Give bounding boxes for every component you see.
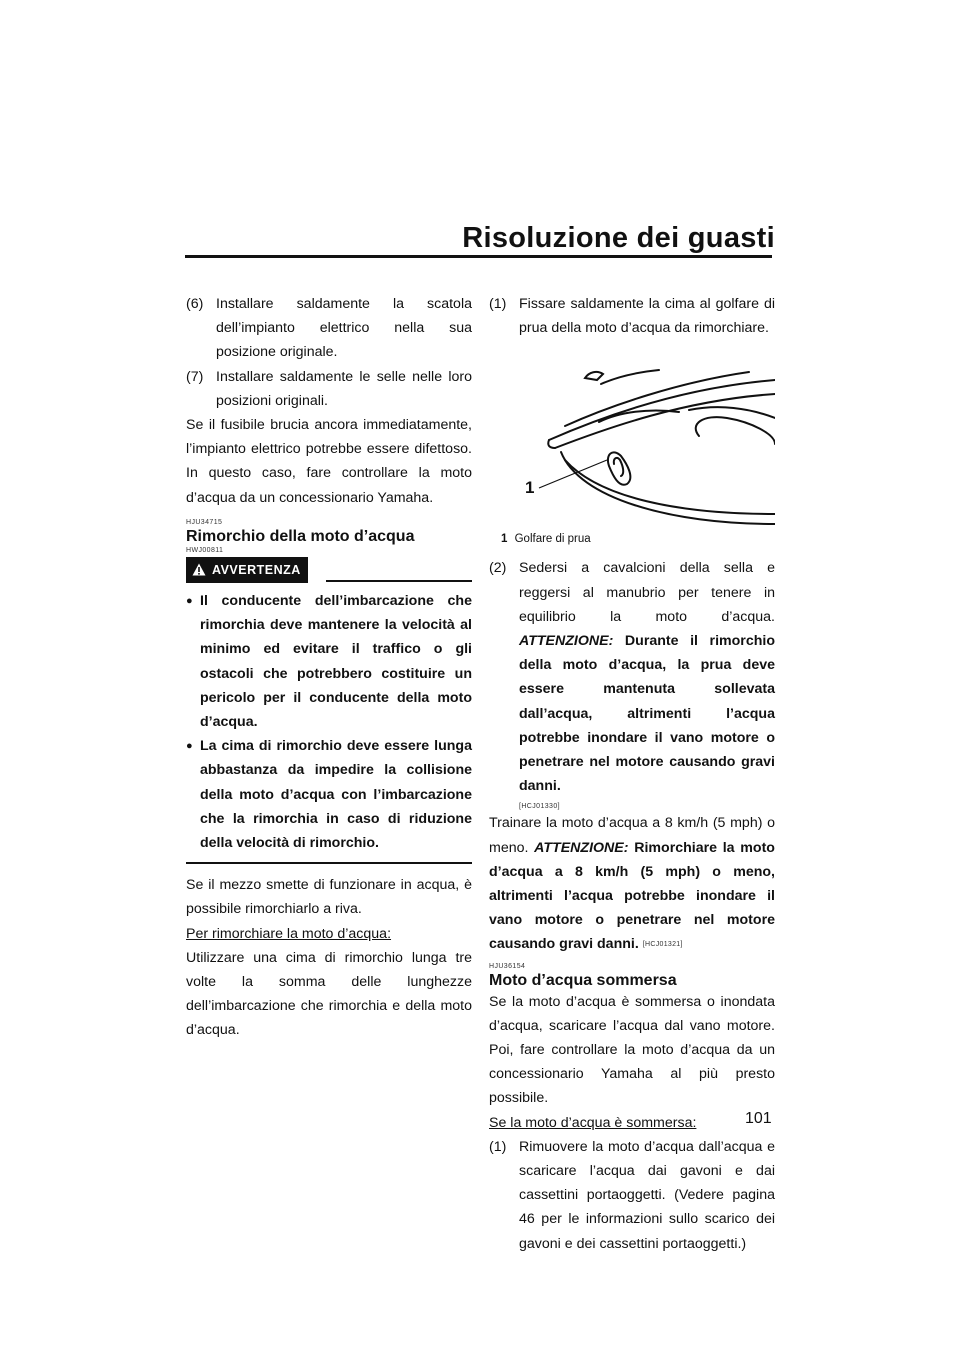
- right-column: [489, 292, 775, 1256]
- step-item: [489, 1135, 775, 1256]
- bullet-icon: ●: [186, 595, 193, 608]
- step-number: (7): [186, 368, 204, 385]
- paragraph: Utilizzare una cima di rimorchio lunga tre volte la somma delle lunghezze dell’imbarcazione che rimorchia e della moto d’acqua.: [186, 949, 472, 1039]
- warning-end-rule: [186, 862, 472, 864]
- paragraph: [489, 811, 775, 957]
- step-number: (2): [489, 560, 507, 577]
- step-item: [186, 365, 472, 413]
- step-number: (1): [489, 1138, 507, 1155]
- warning-item: [186, 734, 472, 855]
- step-item: [489, 292, 775, 340]
- warning-code: HWJ00811: [186, 546, 224, 554]
- step-item: [489, 556, 775, 811]
- bow-eye-illustration: [489, 348, 775, 528]
- step-number: (6): [186, 296, 204, 312]
- step-number: (1): [489, 296, 507, 312]
- paragraph-text: Trainare la moto d’acqua a 8 km/h (5 mph) o meno.: [489, 815, 775, 856]
- warning-item-text: La cima di rimorchio deve essere lunga abbastanza da impedire la collisione della moto d’acqua con l’imbarcazione che la rimorchia in caso di riduzione della velocità di rimorchio.: [200, 738, 472, 852]
- subheading: Per rimorchiare la moto d’acqua:: [186, 925, 392, 942]
- caution-text: Durante il rimorchio della moto d’acqua, la prua deve essere mantenuta sollevata dall’acqua, altrimenti l’acqua potrebbe inondare il vano motore o penetrare nel motore causando gravi danni.: [519, 633, 775, 795]
- title-divider: [185, 255, 772, 258]
- step-text-body: Sedersi a cavalcioni della sella e reggersi al manubrio per tenere in equilibrio la moto d’acqua.: [519, 560, 775, 625]
- paragraph: Se il mezzo smette di funzionare in acqua, è possibile rimorchiarlo a riva.: [186, 877, 472, 918]
- subheading: Se la moto d’acqua è sommersa:: [489, 1114, 697, 1131]
- section-code: HJU34715: [186, 518, 223, 526]
- page-number: 101: [745, 1110, 772, 1127]
- figure-callout-number: 1: [525, 478, 535, 498]
- step-text: Fissare saldamente la cima al golfare di prua della moto d’acqua da rimorchiare.: [519, 296, 775, 337]
- section-code: HJU36154: [489, 962, 526, 970]
- left-column: [186, 292, 472, 1043]
- warning-triangle-icon: [192, 563, 206, 576]
- caption-text: Golfare di prua: [514, 533, 591, 546]
- watercraft-bow-drawing: [489, 348, 775, 528]
- warning-label: AVVERTENZA: [212, 562, 301, 577]
- caution-text: Rimorchiare la moto d’acqua a 8 km/h (5 mph) o meno, altrimenti l’acqua potrebbe inondare il vano motore o penetrare nel motore causando gravi danni.: [489, 839, 775, 953]
- figure-caption: [489, 530, 775, 548]
- page-title: Risoluzione dei guasti: [462, 222, 775, 254]
- warning-badge: [186, 557, 308, 583]
- step-text: Installare saldamente le selle nelle loro posizioni originali.: [216, 368, 472, 409]
- warning-rule: [326, 580, 472, 582]
- paragraph: Se la moto d’acqua è sommersa o inondata d’acqua, scaricare l’acqua dal vano motore. Poi, fare controllare la moto d’acqua da un concessionario Yamaha al più presto possibile.: [489, 993, 775, 1107]
- step-item: [186, 292, 472, 365]
- attention-label: ATTENZIONE:: [534, 839, 629, 856]
- paragraph: Se il fusibile brucia ancora immediatamente, l’impianto elettrico potrebbe essere difettoso. In questo caso, fare controllare la moto d’acqua da un concessionario Yamaha.: [186, 417, 472, 506]
- warning-list: [186, 589, 472, 855]
- step-text: [519, 556, 775, 811]
- caution-code: [HCJ01330]: [519, 803, 560, 811]
- section-title: Rimorchio della moto d’acqua: [186, 527, 415, 545]
- caution-code: [HCJ01321]: [642, 941, 683, 949]
- step-text: Rimuovere la moto d’acqua dall’acqua e scaricare l’acqua dai gavoni e dai cassettini portaoggetti. (Vedere pagina 46 per le informazioni sullo scarico dei gavoni e dei cassettini portaoggetti.): [519, 1138, 775, 1252]
- warning-item-text: Il conducente dell’imbarcazione che rimorchia deve mantenere la velocità al minimo ed evitare il traffico o gli ostacoli che potrebbero costituire un pericolo per il conducente della moto d’acqua.: [200, 593, 472, 731]
- section-title: Moto d’acqua sommersa: [489, 971, 677, 989]
- caption-number: 1: [501, 533, 508, 546]
- warning-item: [186, 589, 472, 734]
- warning-header: [186, 557, 472, 583]
- step-text: Installare saldamente la scatola dell’impianto elettrico nella sua posizione originale.: [216, 296, 472, 361]
- attention-label: ATTENZIONE:: [519, 633, 614, 650]
- bullet-icon: ●: [186, 740, 193, 753]
